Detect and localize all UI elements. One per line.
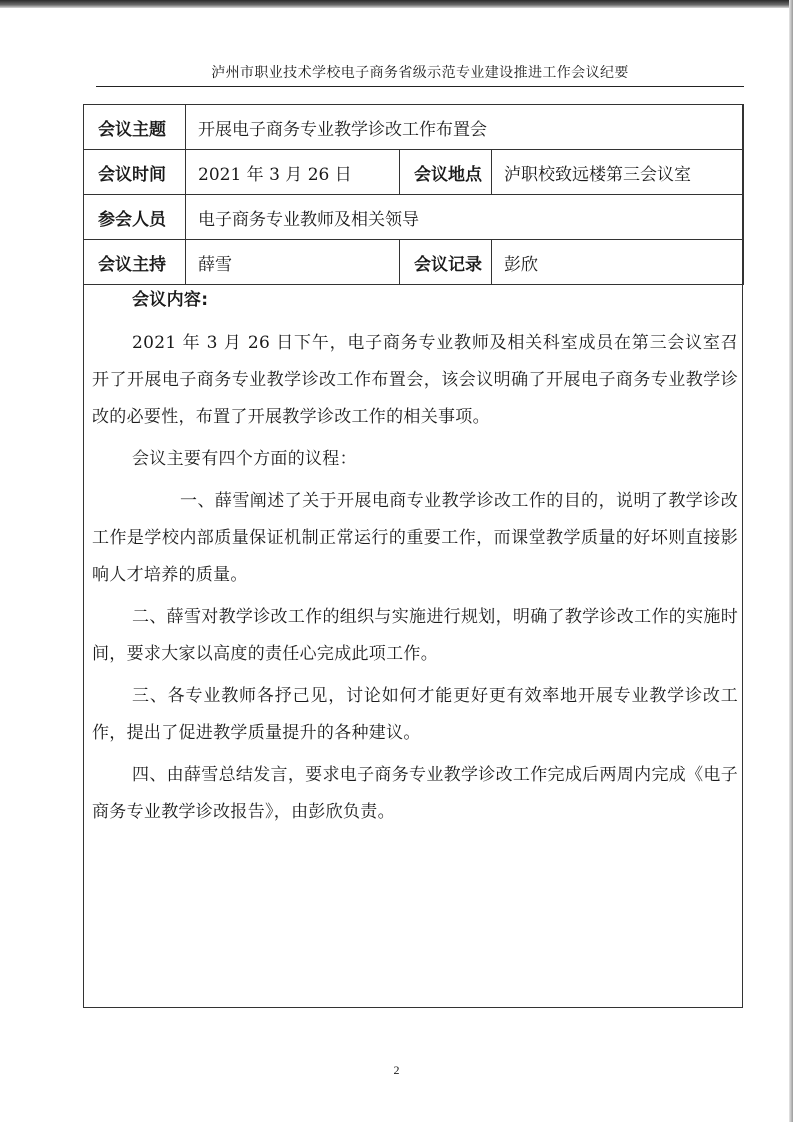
content-heading: 会议内容: bbox=[132, 290, 209, 310]
scan-edge-top bbox=[0, 0, 793, 8]
content-paragraph-item-1: 一、薛雪阐述了关于开展电商专业教学诊改工作的目的，说明了教学诊改工作是学校内部质量保证机制正常运行的重要工作，而课堂教学质量的好坏则直接影响人才培养的质量。 bbox=[92, 491, 738, 585]
time-value: 2021 年 3 月 26 日 bbox=[186, 150, 400, 195]
attendees-label: 参会人员 bbox=[84, 195, 186, 240]
table-row-time-location bbox=[84, 150, 744, 195]
meeting-content bbox=[92, 282, 738, 836]
document-header-title: 泸州市职业技术学校电子商务省级示范专业建设推进工作会议纪要 bbox=[211, 65, 629, 81]
content-paragraph-item-3: 三、各专业教师各抒己见，讨论如何才能更好更有效率地开展专业教学诊改工作，提出了促进教学质量提升的各种建议。 bbox=[92, 686, 738, 743]
time-label: 会议时间 bbox=[84, 150, 186, 195]
header-divider bbox=[96, 86, 744, 87]
topic-value: 开展电子商务专业教学诊改工作布置会 bbox=[186, 105, 744, 150]
scan-edge-right bbox=[789, 0, 793, 1122]
content-paragraph-summary: 2021 年 3 月 26 日下午，电子商务专业教师及相关科室成员在第三会议室召开了开展电子商务专业教学诊改工作布置会，该会议明确了开展电子商务专业教学诊改的必要性，布置了开展教学诊改工作的相关事项。 bbox=[92, 333, 738, 427]
location-label: 会议地点 bbox=[400, 150, 492, 195]
table-row-host-recorder bbox=[84, 240, 744, 285]
table-row-topic bbox=[84, 105, 744, 150]
topic-label: 会议主题 bbox=[84, 105, 186, 150]
recorder-value: 彭欣 bbox=[492, 240, 744, 285]
meeting-info-table bbox=[83, 104, 744, 285]
page-number: 2 bbox=[393, 1063, 400, 1077]
host-label: 会议主持 bbox=[84, 240, 186, 285]
location-value: 泸职校致远楼第三会议室 bbox=[492, 150, 744, 195]
recorder-label: 会议记录 bbox=[400, 240, 492, 285]
table-row-attendees bbox=[84, 195, 744, 240]
content-paragraph-item-4: 四、由薛雪总结发言，要求电子商务专业教学诊改工作完成后两周内完成《电子商务专业教学诊改报告》，由彭欣负责。 bbox=[92, 765, 738, 822]
host-value: 薛雪 bbox=[186, 240, 400, 285]
content-paragraph-agenda-intro: 会议主要有四个方面的议程： bbox=[132, 449, 357, 469]
attendees-value: 电子商务专业教师及相关领导 bbox=[186, 195, 744, 240]
content-paragraph-item-2: 二、薛雪对教学诊改工作的组织与实施进行规划，明确了教学诊改工作的实施时间，要求大家以高度的责任心完成此项工作。 bbox=[92, 607, 738, 664]
